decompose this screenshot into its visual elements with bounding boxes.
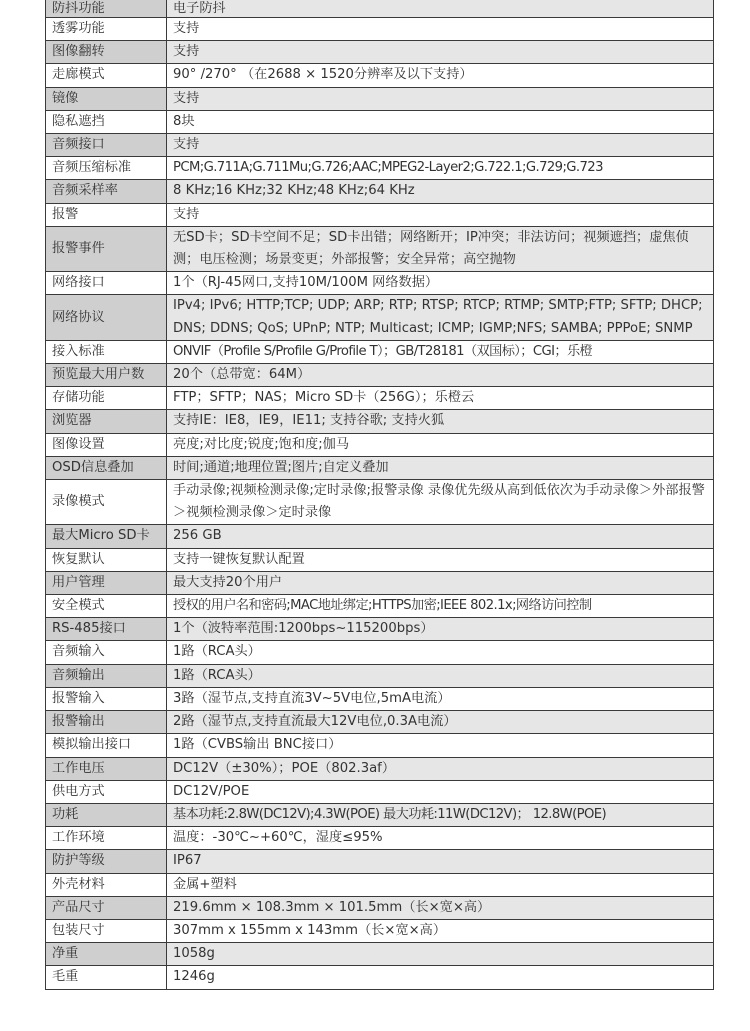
- row-value: 1个（波特率范围:1200bps~115200bps）: [167, 618, 714, 641]
- row-value: 亮度;对比度;锐度;饱和度;伽马: [167, 433, 714, 456]
- table-row: [46, 41, 714, 64]
- table-row: [46, 873, 714, 896]
- row-label: 供电方式: [46, 780, 167, 803]
- row-value: 支持: [167, 87, 714, 110]
- row-value: 256 GB: [167, 525, 714, 548]
- row-value: 90° /270° （在2688 × 1520分辨率及以下支持）: [167, 64, 714, 87]
- row-value: DC12V/POE: [167, 780, 714, 803]
- table-row: [46, 687, 714, 710]
- row-label: 存储功能: [46, 387, 167, 410]
- table-row: [46, 780, 714, 803]
- row-value: 支持一键恢复默认配置: [167, 548, 714, 571]
- row-label: OSD信息叠加: [46, 456, 167, 479]
- table-row: [46, 966, 714, 989]
- row-value: 基本功耗:2.8W(DC12V);4.3W(POE) 最大功耗:11W(DC12V)； 12.8W(POE): [167, 803, 714, 826]
- row-label: 音频压缩标准: [46, 157, 167, 180]
- row-value: IPv4; IPv6; HTTP;TCP; UDP; ARP; RTP; RTSP; RTCP; RTMP; SMTP;FTP; SFTP; DHCP; DNS; DDNS; QoS; UPnP; NTP; Multicast; ICMP; IGMP;NFS; SAMBA; PPPoE; SNMP: [167, 295, 714, 340]
- row-label: 预览最大用户数: [46, 364, 167, 387]
- table-row: [46, 203, 714, 226]
- table-row: [46, 0, 714, 18]
- row-value: 时间;通道;地理位置;图片;自定义叠加: [167, 456, 714, 479]
- row-value: IP67: [167, 850, 714, 873]
- row-label: 报警输出: [46, 711, 167, 734]
- row-value: 支持IE：IE8，IE9，IE11; 支持谷歌; 支持火狐: [167, 410, 714, 433]
- row-value: 8块: [167, 110, 714, 133]
- row-value: 温度：-30℃~+60℃，湿度≤95%: [167, 827, 714, 850]
- table-row: [46, 456, 714, 479]
- row-label: 接入标准: [46, 340, 167, 363]
- row-value: 8 KHz;16 KHz;32 KHz;48 KHz;64 KHz: [167, 180, 714, 203]
- row-label: 安全模式: [46, 595, 167, 618]
- row-label: 音频输出: [46, 664, 167, 687]
- row-value: 金属+塑料: [167, 873, 714, 896]
- table-row: [46, 226, 714, 271]
- row-value: 电子防抖: [167, 0, 714, 18]
- row-value: 1路（CVBS输出 BNC接口）: [167, 734, 714, 757]
- table-row: [46, 64, 714, 87]
- row-label: 镜像: [46, 87, 167, 110]
- row-label: 产品尺寸: [46, 896, 167, 919]
- row-label: 透雾功能: [46, 18, 167, 41]
- row-label: 音频采样率: [46, 180, 167, 203]
- row-value: FTP；SFTP；NAS；Micro SD卡（256G）；乐橙云: [167, 387, 714, 410]
- row-label: RS-485接口: [46, 618, 167, 641]
- row-label: 报警事件: [46, 226, 167, 271]
- table-row: [46, 803, 714, 826]
- table-row: [46, 340, 714, 363]
- row-label: 毛重: [46, 966, 167, 989]
- row-label: 录像模式: [46, 480, 167, 525]
- row-label: 工作电压: [46, 757, 167, 780]
- row-value: 手动录像;视频检测录像;定时录像;报警录像 录像优先级从高到低依次为手动录像＞外部报警＞视频检测录像＞定时录像: [167, 480, 714, 525]
- table-row: [46, 433, 714, 456]
- table-row: [46, 110, 714, 133]
- table-row: [46, 595, 714, 618]
- row-value: 307mm x 155mm x 143mm（长×宽×高）: [167, 919, 714, 942]
- row-value: 支持: [167, 134, 714, 157]
- row-value: 支持: [167, 203, 714, 226]
- table-row: [46, 364, 714, 387]
- table-row: [46, 548, 714, 571]
- table-row: [46, 180, 714, 203]
- row-value: PCM;G.711A;G.711Mu;G.726;AAC;MPEG2-Layer2;G.722.1;G.729;G.723: [167, 157, 714, 180]
- row-label: 图像翻转: [46, 41, 167, 64]
- row-label: 恢复默认: [46, 548, 167, 571]
- row-value: ONVIF（Profile S/Profile G/Profile T）；GB/T28181（双国标）；CGI；乐橙: [167, 340, 714, 363]
- row-value: 1路（RCA头）: [167, 641, 714, 664]
- row-value: 1246g: [167, 966, 714, 989]
- row-label: 防抖功能: [46, 0, 167, 18]
- row-value: 219.6mm × 108.3mm × 101.5mm（长×宽×高）: [167, 896, 714, 919]
- row-label: 最大Micro SD卡: [46, 525, 167, 548]
- row-label: 走廊模式: [46, 64, 167, 87]
- table-row: [46, 387, 714, 410]
- table-row: [46, 641, 714, 664]
- table-row: [46, 711, 714, 734]
- table-row: [46, 757, 714, 780]
- row-label: 音频输入: [46, 641, 167, 664]
- row-value: 支持: [167, 18, 714, 41]
- row-label: 净重: [46, 943, 167, 966]
- table-row: [46, 850, 714, 873]
- row-label: 工作环境: [46, 827, 167, 850]
- row-label: 隐私遮挡: [46, 110, 167, 133]
- table-row: [46, 87, 714, 110]
- row-label: 防护等级: [46, 850, 167, 873]
- table-row: [46, 134, 714, 157]
- row-label: 浏览器: [46, 410, 167, 433]
- row-label: 包装尺寸: [46, 919, 167, 942]
- row-label: 音频接口: [46, 134, 167, 157]
- row-label: 外壳材料: [46, 873, 167, 896]
- row-value: 最大支持20个用户: [167, 571, 714, 594]
- table-row: [46, 295, 714, 340]
- row-label: 用户管理: [46, 571, 167, 594]
- table-row: [46, 734, 714, 757]
- row-label: 报警输入: [46, 687, 167, 710]
- spec-table: [45, 0, 714, 990]
- table-row: [46, 272, 714, 295]
- row-value: 无SD卡；SD卡空间不足；SD卡出错；网络断开；IP冲突；非法访问；视频遮挡；虚焦侦测；电压检测；场景变更；外部报警；安全异常；高空抛物: [167, 226, 714, 271]
- row-value: 1058g: [167, 943, 714, 966]
- row-label: 模拟输出接口: [46, 734, 167, 757]
- row-label: 网络接口: [46, 272, 167, 295]
- table-row: [46, 943, 714, 966]
- row-label: 网络协议: [46, 295, 167, 340]
- row-label: 报警: [46, 203, 167, 226]
- row-label: 功耗: [46, 803, 167, 826]
- table-row: [46, 525, 714, 548]
- table-row: [46, 664, 714, 687]
- table-row: [46, 480, 714, 525]
- row-value: 1个（RJ-45网口,支持10M/100M 网络数据）: [167, 272, 714, 295]
- row-value: 2路（湿节点,支持直流最大12V电位,0.3A电流）: [167, 711, 714, 734]
- row-value: DC12V（±30%）；POE（802.3af）: [167, 757, 714, 780]
- table-row: [46, 18, 714, 41]
- row-value: 授权的用户名和密码;MAC地址绑定;HTTPS加密;IEEE 802.1x;网络访问控制: [167, 595, 714, 618]
- row-value: 支持: [167, 41, 714, 64]
- row-value: 20个（总带宽：64M）: [167, 364, 714, 387]
- table-row: [46, 571, 714, 594]
- table-row: [46, 410, 714, 433]
- table-row: [46, 618, 714, 641]
- table-row: [46, 896, 714, 919]
- row-label: 图像设置: [46, 433, 167, 456]
- table-row: [46, 827, 714, 850]
- table-row: [46, 919, 714, 942]
- row-value: 1路（RCA头）: [167, 664, 714, 687]
- table-row: [46, 157, 714, 180]
- row-value: 3路（湿节点,支持直流3V~5V电位,5mA电流）: [167, 687, 714, 710]
- spec-table-body: [46, 0, 714, 989]
